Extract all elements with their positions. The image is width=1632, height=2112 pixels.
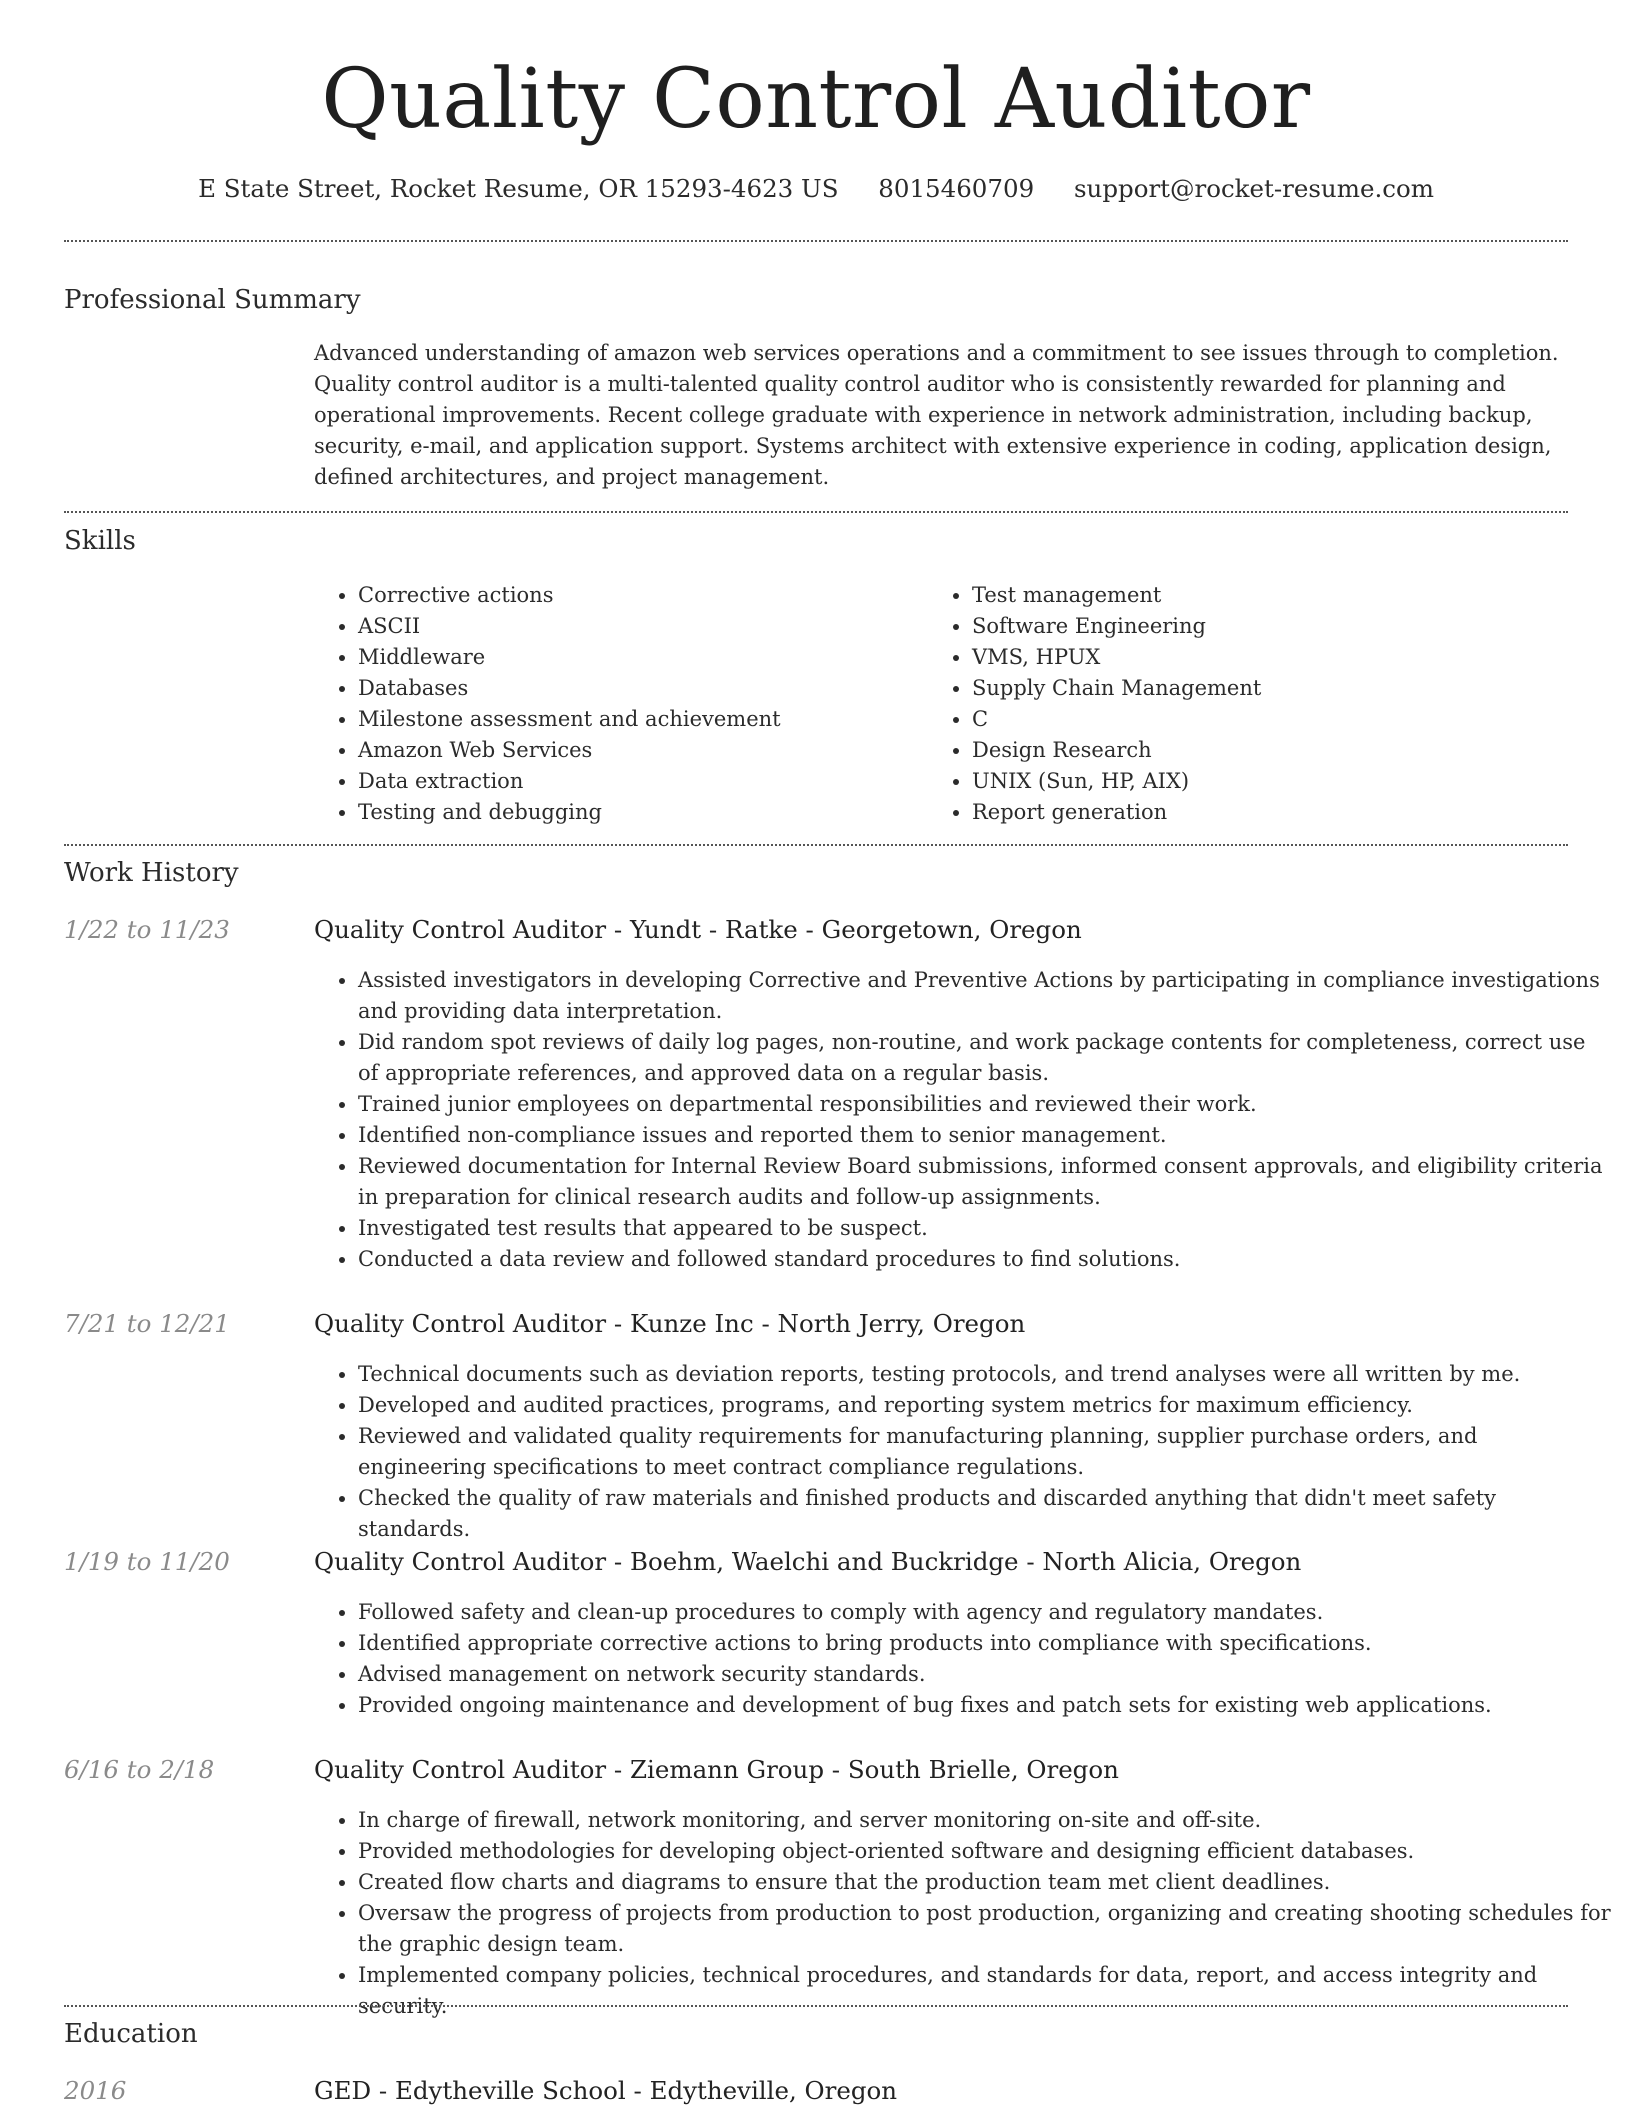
section-divider [64,2005,1568,2007]
summary-text: Advanced understanding of amazon web services operations and a commitment to see issues through to completion. Quality control auditor is a multi-talented quality control auditor who is consistently rewarded for planning and operational improvements. Recent college graduate with experience in network administration, including backup, security, e-mail, and application support. Systems architect with extensive experience in coding, application design, defined architectures, and project management. [314,341,1559,489]
job-dates: 1/22 to 11/23 [64,915,230,944]
skills-heading: Skills [64,526,136,556]
job-bullet: • Investigated test results that appeared to be suspect. [358,1213,1612,1244]
skill-item: • Test management [972,580,1572,611]
skill-item: • Milestone assessment and achievement [358,704,918,735]
job-bullet: • Reviewed documentation for Internal Review Board submissions, informed consent approvals, and eligibility criteria in preparation for clinical research audits and follow-up assignments. [358,1151,1612,1213]
job-bullet: • Oversaw the progress of projects from production to post production, organizing and creating shooting schedules for the graphic design team. [358,1898,1612,1960]
job-bullet: • Developed and audited practices, programs, and reporting system metrics for maximum efficiency. [358,1390,1612,1421]
job-bullet: • Technical documents such as deviation reports, testing protocols, and trend analyses were all written by me. [358,1359,1612,1390]
work-history-heading: Work History [64,858,239,888]
job-heading: Quality Control Auditor - Ziemann Group - South Brielle, Oregon [314,1755,1119,1784]
skill-item: • VMS, HPUX [972,642,1572,673]
candidate-name: Quality Control Auditor [321,52,1311,147]
job-bullet: • Implemented company policies, technical procedures, and standards for data, report, and access integrity and security. [358,1960,1612,2022]
skill-item: • ASCII [358,611,918,642]
job-bullet: • In charge of firewall, network monitoring, and server monitoring on-site and off-site. [358,1805,1612,1836]
job-dates: 6/16 to 2/18 [64,1755,215,1784]
skills-list-right [928,580,1572,828]
job-heading: Quality Control Auditor - Boehm, Waelchi and Buckridge - North Alicia, Oregon [314,1547,1302,1576]
section-divider [64,511,1568,513]
job-bullets [314,1597,1612,1721]
job-bullet: • Provided methodologies for developing object-oriented software and designing efficient databases. [358,1836,1612,1867]
skill-item: • Report generation [972,797,1572,828]
skill-item: • Middleware [358,642,918,673]
skill-item: • Testing and debugging [358,797,918,828]
skill-item: • Software Engineering [972,611,1572,642]
section-divider [64,844,1568,846]
skill-item: • Supply Chain Management [972,673,1572,704]
skill-item: • UNIX (Sun, HP, AIX) [972,766,1572,797]
education-heading: Education [64,2019,198,2049]
job-bullet: • Advised management on network security standards. [358,1659,1612,1690]
address-text: E State Street, Rocket Resume, OR 15293-4623 US [198,174,839,203]
skill-item: • C [972,704,1572,735]
skill-item: • Amazon Web Services [358,735,918,766]
job-bullet: • Conducted a data review and followed standard procedures to find solutions. [358,1244,1612,1275]
section-divider [64,240,1568,242]
job-heading: Quality Control Auditor - Yundt - Ratke - Georgetown, Oregon [314,915,1082,944]
job-bullet: • Identified non-compliance issues and reported them to senior management. [358,1120,1612,1151]
job-heading: Quality Control Auditor - Kunze Inc - North Jerry, Oregon [314,1309,1026,1338]
job-bullet: • Trained junior employees on departmental responsibilities and reviewed their work. [358,1089,1612,1120]
contact-line [0,172,1632,206]
job-dates: 1/19 to 11/20 [64,1547,230,1576]
job-bullet: • Assisted investigators in developing Corrective and Preventive Actions by participating in compliance investigations and providing data interpretation. [358,965,1612,1027]
skills-list-left [314,580,918,828]
job-bullet: • Did random spot reviews of daily log pages, non-routine, and work package contents for completeness, correct use of appropriate references, and approved data on a regular basis. [358,1027,1612,1089]
skill-item: • Data extraction [358,766,918,797]
job-bullet: • Checked the quality of raw materials and finished products and discarded anything that didn't meet safety standards. [358,1483,1612,1545]
skill-item: • Databases [358,673,918,704]
phone-text: 8015460709 [878,174,1035,203]
education-heading-line: GED - Edytheville School - Edytheville, Oregon [314,2076,898,2105]
job-bullet: • Identified appropriate corrective actions to bring products into compliance with specifications. [358,1628,1612,1659]
skill-item: • Corrective actions [358,580,918,611]
job-dates: 7/21 to 12/21 [64,1309,230,1338]
education-year: 2016 [64,2076,127,2105]
skill-item: • Design Research [972,735,1572,766]
job-bullet: • Reviewed and validated quality requirements for manufacturing planning, supplier purchase orders, and engineering specifications to meet contract compliance regulations. [358,1421,1612,1483]
job-bullets [314,1805,1612,2022]
email-link[interactable]: support@rocket-resume.com [1073,174,1434,203]
job-bullet: • Followed safety and clean-up procedures to comply with agency and regulatory mandates. [358,1597,1612,1628]
job-bullet: • Provided ongoing maintenance and development of bug fixes and patch sets for existing web applications. [358,1690,1612,1721]
summary-heading: Professional Summary [64,285,361,315]
job-bullets [314,965,1612,1275]
job-bullets [314,1359,1612,1545]
job-bullet: • Created flow charts and diagrams to ensure that the production team met client deadlines. [358,1867,1612,1898]
